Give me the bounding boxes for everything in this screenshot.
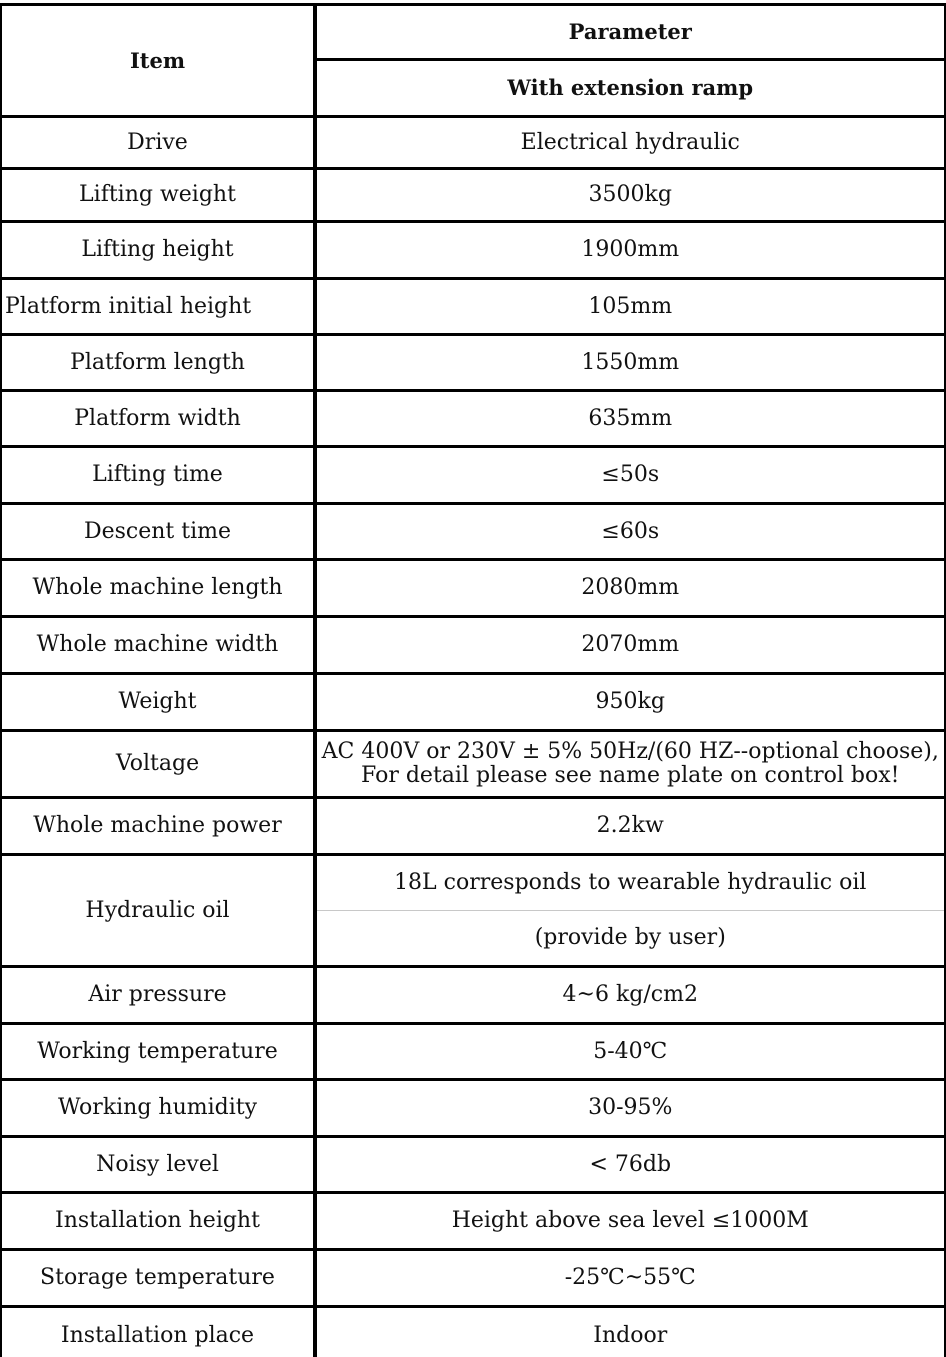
table-row	[1, 1080, 945, 1137]
table-row	[1, 169, 945, 222]
table-row	[1, 117, 945, 169]
row-item: Drive	[1, 117, 315, 169]
row-value: -25℃~55℃	[315, 1250, 945, 1307]
row-value: 1550mm	[315, 335, 945, 391]
row-item: Whole machine width	[1, 617, 315, 674]
table-row	[1, 1024, 945, 1080]
row-value: 5-40℃	[315, 1024, 945, 1080]
table-row	[1, 1307, 945, 1357]
row-item: Installation place	[1, 1307, 315, 1357]
row-item: Working temperature	[1, 1024, 315, 1080]
row-value: 950kg	[315, 674, 945, 731]
table-row	[1, 504, 945, 560]
row-value: 18L corresponds to wearable hydraulic oil	[315, 855, 945, 911]
row-item: Platform width	[1, 391, 315, 447]
row-item: Lifting height	[1, 222, 315, 279]
header-parameter: Parameter	[315, 5, 945, 60]
row-value: ≤60s	[315, 504, 945, 560]
row-item: Hydraulic oil	[1, 855, 315, 967]
row-value: 635mm	[315, 391, 945, 447]
row-item: Descent time	[1, 504, 315, 560]
spec-table	[0, 3, 946, 1357]
row-value: 2.2kw	[315, 798, 945, 855]
row-item: Installation height	[1, 1193, 315, 1250]
row-item: Platform initial height	[1, 279, 315, 335]
row-value: Height above sea level ≤1000M	[315, 1193, 945, 1250]
row-value: (provide by user)	[315, 911, 945, 967]
table-row	[1, 967, 945, 1024]
table-header-row	[1, 5, 945, 60]
voltage-line-1: AC 400V or 230V ± 5% 50Hz/(60 HZ--optional choose),	[321, 739, 939, 764]
table-row	[1, 447, 945, 504]
row-value: Indoor	[315, 1307, 945, 1357]
row-value: 2080mm	[315, 560, 945, 617]
row-value: Electrical hydraulic	[315, 117, 945, 169]
row-value: 30-95%	[315, 1080, 945, 1137]
row-item: Working humidity	[1, 1080, 315, 1137]
row-item: Noisy level	[1, 1137, 315, 1193]
table-row	[1, 731, 945, 798]
table-row	[1, 617, 945, 674]
row-item: Storage temperature	[1, 1250, 315, 1307]
header-item: Item	[1, 5, 315, 117]
row-item: Voltage	[1, 731, 315, 798]
row-item: Lifting time	[1, 447, 315, 504]
row-item: Whole machine power	[1, 798, 315, 855]
row-value: 4~6 kg/cm2	[315, 967, 945, 1024]
row-value: 2070mm	[315, 617, 945, 674]
table-row	[1, 335, 945, 391]
table-row	[1, 855, 945, 911]
row-item: Air pressure	[1, 967, 315, 1024]
row-value: 3500kg	[315, 169, 945, 222]
voltage-line-2: For detail please see name plate on control box!	[361, 763, 900, 788]
table-row	[1, 798, 945, 855]
row-value: 1900mm	[315, 222, 945, 279]
row-value	[315, 731, 945, 798]
table-row	[1, 279, 945, 335]
header-with-extension-ramp: With extension ramp	[315, 60, 945, 117]
row-value: < 76db	[315, 1137, 945, 1193]
row-item: Weight	[1, 674, 315, 731]
table-row	[1, 560, 945, 617]
table-row	[1, 1193, 945, 1250]
row-value: 105mm	[315, 279, 945, 335]
table-row	[1, 222, 945, 279]
table-row	[1, 1250, 945, 1307]
row-value: ≤50s	[315, 447, 945, 504]
row-item: Platform length	[1, 335, 315, 391]
table-row	[1, 1137, 945, 1193]
row-item: Lifting weight	[1, 169, 315, 222]
table-row	[1, 674, 945, 731]
table-row	[1, 391, 945, 447]
row-item: Whole machine length	[1, 560, 315, 617]
